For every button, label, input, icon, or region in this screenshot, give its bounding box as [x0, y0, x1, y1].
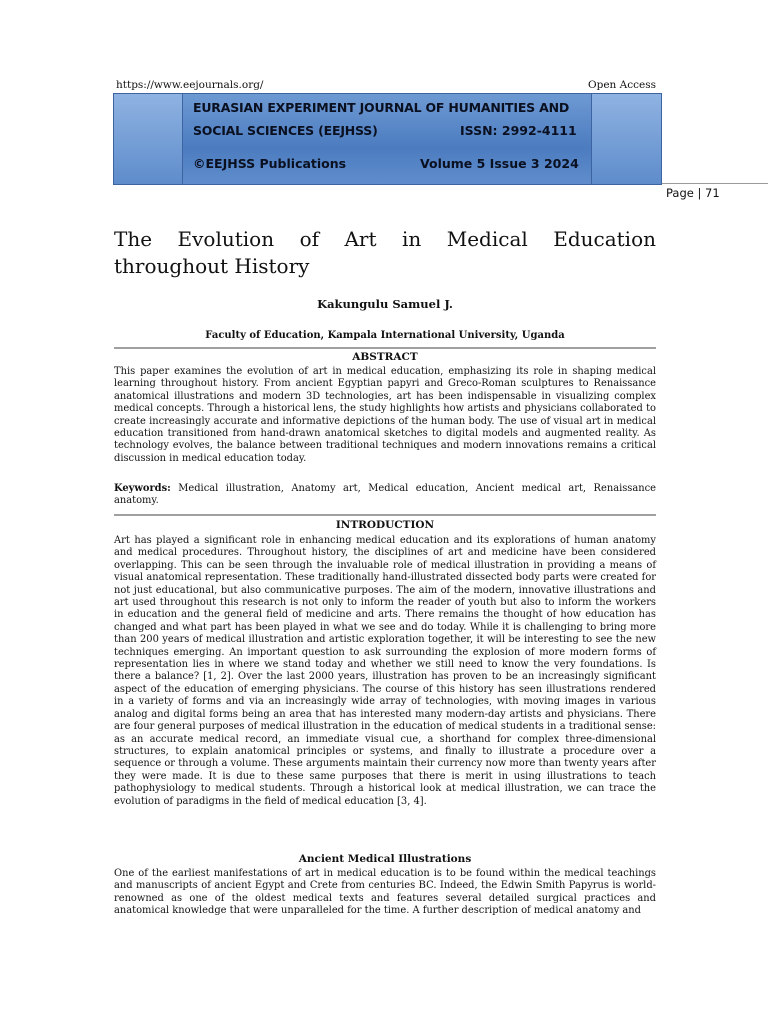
abstract-heading: ABSTRACT: [352, 351, 418, 363]
ancient-section-heading: Ancient Medical Illustrations: [298, 853, 472, 865]
banner-right-panel: [591, 94, 661, 184]
page-number: Page | 71: [666, 186, 720, 200]
journal-banner: [113, 93, 662, 185]
affiliation: Faculty of Education, Kampala International University, Uganda: [205, 330, 565, 341]
introduction-text: Art has played a significant role in enhancing medical education and its explorations of human anatomy and medical procedures. Throughout history, the disciplines of art and medicine have been considered overlapping. This can be seen through the invaluable role of medical illustration in providing a means of visual anatomical representation. These traditionally hand-illustrated dissected body parts were created for not just educational, but also communicative purposes. The aim of the modern, innovative illustrations and art used throughout this research is not only to inform the reader of youth but also to inform the workers in education and the general field of medicine and arts. There remains the thought of how education has changed and what part has been played in what we see and do today. While it is challenging to bring more than 200 years of medical illustration and artistic exploration together, it will be interesting to see the new techniques emerging. An important question to ask surrounding the explosion of more modern forms of representation lies in where we stand today and whether we still need to know the very foundations. Is there a balance? [1, 2]. Over the last 2000 years, illustration has proven to be an increasingly significant aspect of the education of emerging physicians. The course of this history has seen illustrations rendered in a variety of forms and via an increasingly wide array of technologies, with moving images in various analog and digital forms being an area that has interested many modern-day artists and physicians. There are four general purposes of medical illustration in the education of medical students in a traditional sense: as an accurate medical record, an immediate visual cue, a shorthand for complex three-dimensional structures, to explain anatomical principles or systems, and finally to illustrate a procedure over a sequence or through a volume. These arguments maintain their currency now more than twenty years after they were made. It is due to these same purposes that there is merit in using illustrations to teach pathophysiology to medical students. Through a historical look at medical illustration, we can trace the evolution of paradigms in the field of medical education [3, 4].: [114, 535, 656, 807]
banner-left-panel: [114, 94, 183, 184]
abstract-bottom-rule: [114, 514, 656, 516]
abstract-text: This paper examines the evolution of art in medical education, emphasizing its role in shaping medical learning throughout history. From ancient Egyptian papyri and Greco-Roman sculptures to Renaissance anatomical illustrations and modern 3D technologies, art has been indispensable in visualizing complex medical concepts. Through a historical lens, the study highlights how artists and physicians collaborated to create increasingly accurate and informative depictions of the human body. The use of visual art in medical education transitioned from hand-drawn anatomical sketches to digital models and augmented reality. As technology evolves, the balance between traditional techniques and modern innovations remains a critical discussion in medical education today.: [114, 366, 656, 464]
issn: ISSN: 2992-4111: [460, 123, 577, 138]
volume-issue: Volume 5 Issue 3 2024: [420, 156, 579, 171]
publisher: ©EEJHSS Publications: [193, 156, 347, 171]
article-title: The Evolution of Art in Medical Education throughout History: [114, 227, 656, 278]
keywords: [114, 483, 656, 508]
keywords-label: Keywords:: [114, 483, 171, 494]
author: Kakungulu Samuel J.: [317, 297, 453, 311]
keywords-list: Medical illustration, Anatomy art, Medical education, Ancient medical art, Renaissance anatomy.: [114, 483, 656, 507]
introduction-heading: INTRODUCTION: [335, 519, 435, 531]
ancient-section-text: One of the earliest manifestations of art in medical education is to be found within the medical teachings and manuscripts of ancient Egypt and Crete from centuries BC. Indeed, the Edwin Smith Papyrus is world-renowned as one of the oldest medical texts and features several detailed surgical practices and anatomical knowledge that were unparalleled for the time. A further description of medical anatomy and: [114, 868, 656, 917]
journal-url[interactable]: https://www.eejournals.org/: [116, 79, 264, 91]
abstract-top-rule: [114, 347, 656, 349]
journal-name-line1: EURASIAN EXPERIMENT JOURNAL OF HUMANITIES AND: [193, 100, 570, 115]
page-divider: [662, 183, 768, 184]
open-access-label: Open Access: [588, 79, 656, 91]
journal-name-line2: SOCIAL SCIENCES (EEJHSS): [193, 123, 378, 138]
running-header: [116, 79, 656, 91]
